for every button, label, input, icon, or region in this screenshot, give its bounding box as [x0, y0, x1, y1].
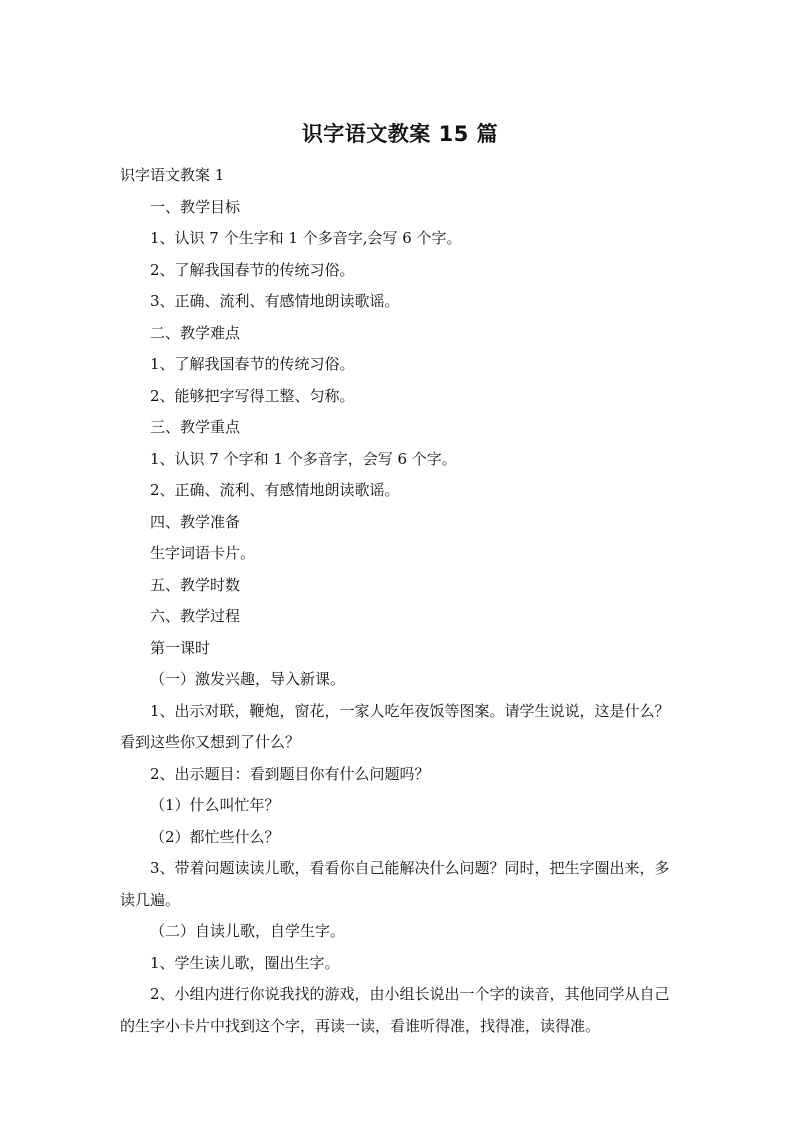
paragraph-line: 2、了解我国春节的传统习俗。: [150, 260, 355, 279]
paragraph-line: 2、能够把字写得工整、匀称。: [150, 386, 355, 405]
document-body: [120, 160, 680, 1042]
paragraph-line: （1）什么叫忙年？: [150, 796, 280, 814]
paragraph-wrapped: 2、小组内进行你说我找的游戏，由小组长说出一个字的读音，其他同学从自己的生字小卡片中找到这个字，再读一读，看谁听得准，找得准，读得准。: [120, 985, 670, 1035]
paragraph-line: 第一课时: [150, 638, 211, 657]
paragraph-line: 2、正确、流利、有感情地朗读歌谣。: [150, 481, 400, 499]
paragraph-line: 三、教学重点: [150, 418, 241, 436]
paragraph-line: 四、教学准备: [150, 512, 241, 531]
paragraph-line: 2、出示题目：看到题目你有什么问题吗？: [150, 764, 430, 783]
paragraph-line: 1、了解我国春节的传统习俗。: [150, 355, 355, 373]
paragraph-line: 二、教学难点: [150, 323, 241, 342]
paragraph-line: 1、认识 7 个字和 1 个多音字，会写 6 个字。: [150, 449, 457, 468]
section-heading: 识字语文教案 1: [120, 166, 225, 184]
paragraph-line: （一）激发兴趣，导入新课。: [150, 670, 346, 688]
paragraph-line: 生字词语卡片。: [150, 544, 256, 562]
paragraph-line: 1、学生读儿歌，圈出生字。: [150, 953, 340, 972]
paragraph-line: 1、认识 7 个生字和 1 个多音字,会写 6 个字。: [150, 229, 462, 247]
document-title: 识字语文教案 15 篇: [301, 122, 499, 146]
paragraph-line: 六、教学过程: [150, 607, 241, 625]
paragraph-line: 一、教学目标: [150, 197, 241, 216]
paragraph-line: （二）自读儿歌，自学生字。: [150, 922, 346, 940]
paragraph-line: 3、正确、流利、有感情地朗读歌谣。: [150, 292, 400, 310]
paragraph-wrapped: 3、带着问题读读儿歌，看看你自己能解决什么问题？同时，把生字圈出来，多读几遍。: [120, 859, 670, 909]
paragraph-line: 五、教学时数: [150, 575, 241, 594]
paragraph-wrapped: 1、出示对联，鞭炮，窗花，一家人吃年夜饭等图案。请学生说说，这是什么？看到这些你又想到了什么？: [120, 701, 670, 751]
paragraph-line: （2）都忙些什么？: [150, 827, 280, 846]
